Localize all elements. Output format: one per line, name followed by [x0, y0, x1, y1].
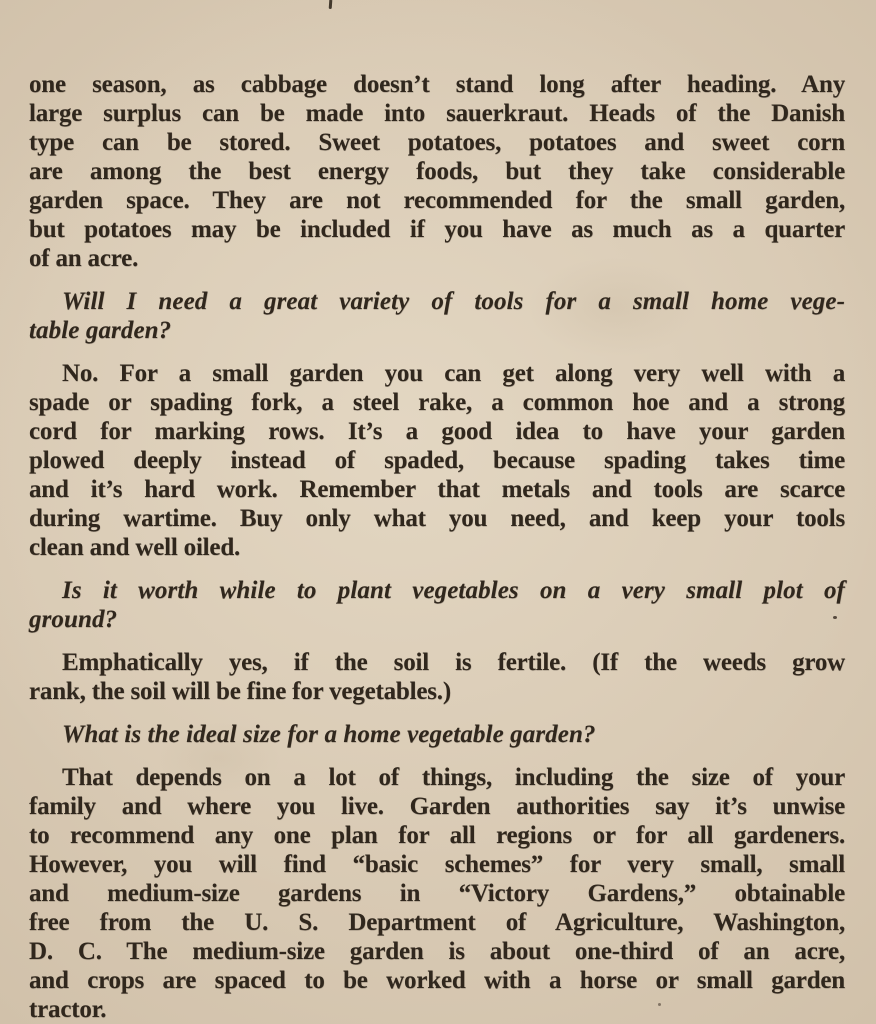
text-line: family and where you live. Garden authorities say it’s unwise [29, 793, 845, 820]
text-line: No. For a small garden you can get along very well with a [62, 360, 845, 387]
text-line: rank, the soil will be fine for vegetables.) [29, 678, 451, 705]
text-line: spade or spading fork, a steel rake, a common hoe and a strong [29, 389, 845, 416]
body-paragraph [29, 359, 845, 562]
text-line: are among the best energy foods, but they take considerable [29, 158, 845, 185]
body-paragraph [29, 648, 845, 706]
text-line: plowed deeply instead of spaded, because spading takes time [29, 447, 845, 474]
body-paragraph [29, 70, 845, 273]
text-line: large surplus can be made into sauerkraut. Heads of the Danish [29, 100, 845, 127]
body-paragraph [29, 763, 845, 1024]
text-line: Emphatically yes, if the soil is fertile. (If the weeds grow [62, 649, 845, 676]
text-line: clean and well oiled. [29, 534, 241, 561]
text-line: ground? [29, 606, 118, 633]
question-heading [29, 720, 845, 749]
text-line: type can be stored. Sweet potatoes, potatoes and sweet corn [29, 129, 845, 156]
text-line: However, you will find “basic schemes” for very small, small [29, 851, 845, 878]
text-line: during wartime. Buy only what you need, and keep your tools [29, 505, 845, 532]
text-line: D. C. The medium-size garden is about one-third of an acre, [29, 938, 845, 965]
text-line: table garden? [29, 317, 172, 344]
text-line: Will I need a great variety of tools for a small home vege- [62, 288, 845, 315]
text-line: Is it worth while to plant vegetables on a very small plot of [62, 577, 845, 604]
text-line: cord for marking rows. It’s a good idea to have your garden [29, 418, 845, 445]
page-text [29, 70, 845, 1024]
text-line: and medium-size gardens in “Victory Gardens,” obtainable [29, 880, 845, 907]
text-line: What is the ideal size for a home vegetable garden? [62, 721, 596, 748]
text-line: free from the U. S. Department of Agriculture, Washington, [29, 909, 845, 936]
text-line: tractor. [29, 996, 107, 1023]
text-line: to recommend any one plan for all regions or for all gardeners. [29, 822, 845, 849]
stray-ink-mark [329, 0, 333, 9]
text-line: but potatoes may be included if you have as much as a quarter [29, 216, 845, 243]
question-heading [29, 287, 845, 345]
text-line: and crops are spaced to be worked with a horse or small garden [29, 967, 845, 994]
question-heading [29, 576, 845, 634]
text-line: garden space. They are not recommended for the small garden, [29, 187, 845, 214]
text-line: of an acre. [29, 245, 139, 272]
text-line: That depends on a lot of things, including the size of your [62, 764, 845, 791]
text-line: one season, as cabbage doesn’t stand long after heading. Any [29, 71, 845, 98]
text-line: and it’s hard work. Remember that metals and tools are scarce [29, 476, 845, 503]
